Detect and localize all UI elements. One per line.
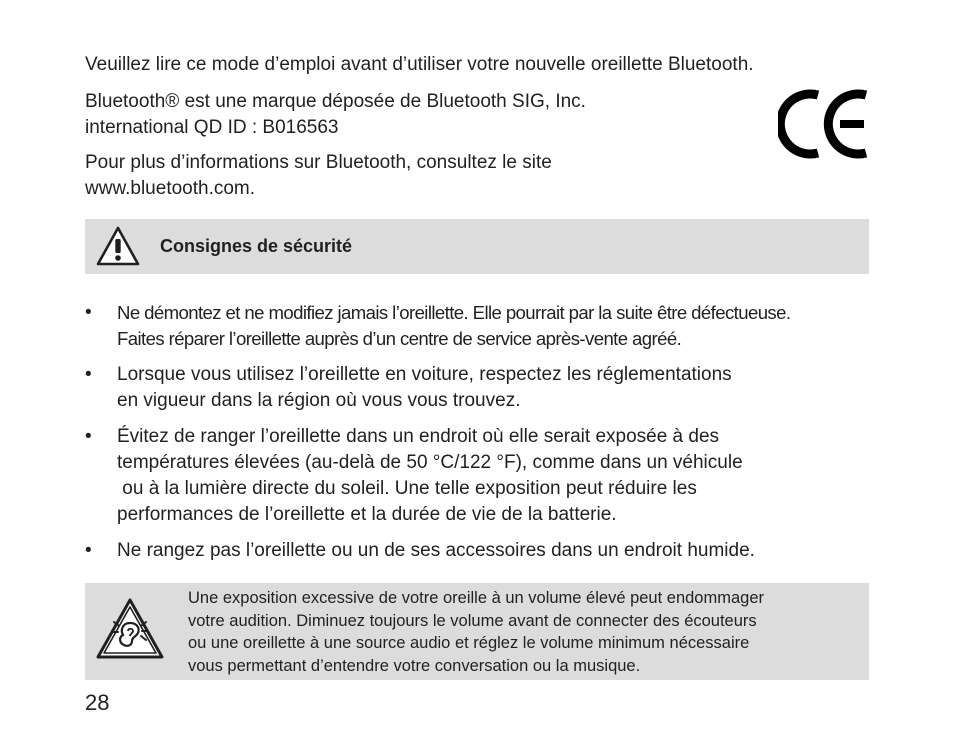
bullet-line: performances de l’oreillette et la durée de vie de la batterie.	[117, 504, 617, 525]
warning-line: Une exposition excessive de votre oreille à un volume élevé peut endommager	[188, 589, 764, 607]
safety-title: Consignes de sécurité	[160, 236, 353, 256]
bullet-icon: •	[85, 302, 92, 323]
info-line: Pour plus d’informations sur Bluetooth, consultez le site	[85, 152, 552, 173]
bullet-icon: •	[85, 426, 92, 447]
hearing-warning-text	[188, 587, 764, 677]
bluetooth-link-text: www.bluetooth.com.	[85, 178, 256, 199]
bullet-line: ou à la lumière directe du soleil. Une telle exposition peut réduire les	[117, 478, 697, 499]
page-number: 28	[85, 690, 110, 715]
trademark-line: Bluetooth® est une marque déposée de Bluetooth SIG, Inc.	[85, 91, 586, 112]
list-item	[85, 538, 885, 564]
hearing-warning-box	[85, 583, 869, 680]
bullet-icon: •	[85, 364, 92, 385]
warning-line: votre audition. Diminuez toujours le volume avant de connecter des écouteurs	[188, 611, 757, 630]
bluetooth-info-paragraph	[85, 150, 552, 202]
list-item	[85, 424, 885, 528]
bullet-icon: •	[85, 540, 92, 561]
bullet-line: températures élevées (au-delà de 50 °C/122 °F), comme dans un véhicule	[117, 452, 743, 473]
warning-line: vous permettant d’entendre votre conversation ou la musique.	[188, 656, 641, 675]
bullet-line: en vigueur dans la région où vous vous trouvez.	[117, 390, 521, 411]
bullet-line: Évitez de ranger l’oreillette dans un endroit où elle serait exposée à des	[117, 426, 720, 447]
safety-bullet-list	[85, 300, 885, 574]
ce-mark-icon	[778, 89, 871, 159]
bullet-line: Ne rangez pas l’oreillette ou un de ses accessoires dans un endroit humide.	[117, 540, 755, 561]
warning-triangle-icon	[95, 225, 141, 267]
intro-paragraph: Veuillez lire ce mode d’emploi avant d’utiliser votre nouvelle oreillette Bluetooth.	[85, 54, 754, 75]
bullet-line: Faites réparer l’oreillette auprès d’un centre de service après-vente agréé.	[117, 328, 682, 349]
bullet-line: Lorsque vous utilisez l’oreillette en voiture, respectez les réglementations	[117, 364, 732, 385]
hearing-damage-warning-icon	[95, 597, 165, 661]
qd-id-line: international QD ID : B016563	[85, 117, 339, 138]
list-item	[85, 300, 885, 352]
list-item	[85, 362, 885, 414]
warning-line: ou une oreillette à une source audio et réglez le volume minimum nécessaire	[188, 634, 750, 652]
trademark-paragraph	[85, 89, 586, 141]
bullet-line: Ne démontez et ne modifiez jamais l’oreillette. Elle pourrait par la suite être défectueuse.	[117, 302, 791, 323]
safety-header	[85, 219, 869, 274]
